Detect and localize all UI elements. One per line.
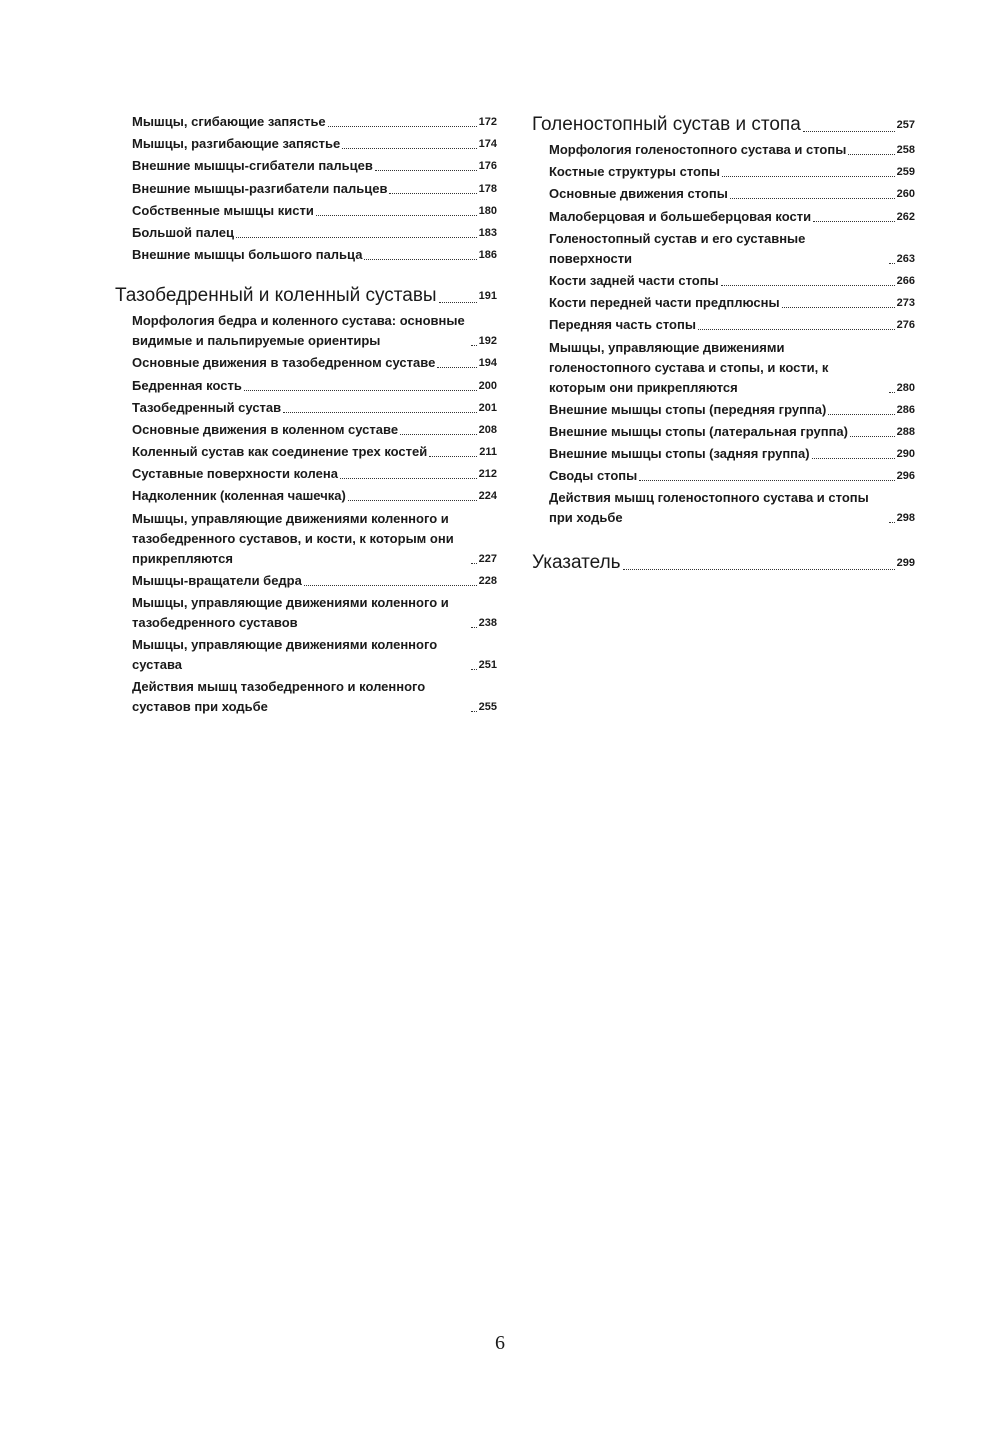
entry-title: Действия мышц тазобедренного и коленного суставов при ходьбе (132, 679, 426, 715)
entry-page: 194 (478, 357, 497, 370)
dot-leader (304, 585, 477, 586)
toc-entry[interactable] (532, 422, 915, 442)
toc-entry[interactable] (115, 464, 497, 484)
toc-section-heading[interactable] (532, 112, 915, 138)
toc-entry[interactable] (532, 140, 915, 160)
entry-page: 251 (478, 659, 497, 672)
entry-title: Голеностопный сустав и его суставные поверхности (549, 230, 806, 266)
dot-leader (471, 669, 477, 670)
toc-index-heading[interactable] (532, 550, 915, 576)
entry-title: Внешние мышцы большого пальца (132, 247, 363, 263)
toc-entry[interactable] (115, 509, 497, 569)
entry-page: 263 (896, 252, 915, 265)
dot-leader (439, 302, 477, 303)
entry-title: Суставные поверхности колена (132, 466, 338, 482)
entry-title: Большой палец (132, 224, 234, 240)
entry-page: 238 (478, 617, 497, 629)
entry-title: Основные движения в коленном суставе (132, 421, 399, 437)
toc-entry[interactable] (115, 223, 497, 243)
toc-entry[interactable] (115, 571, 497, 591)
entry-page: 288 (896, 425, 915, 438)
toc-entry[interactable] (532, 315, 915, 335)
toc-entry[interactable] (115, 156, 497, 176)
dot-leader (850, 436, 895, 437)
entry-title: Мышцы, сгибающие запястье (132, 114, 326, 129)
entry-title: Внешние мышцы-сгибатели пальцев (132, 158, 373, 174)
entry-page: 192 (478, 335, 497, 348)
toc-entry[interactable] (115, 376, 497, 396)
dot-leader (471, 563, 477, 564)
entry-page: 180 (478, 204, 497, 217)
entry-page: 186 (478, 249, 497, 262)
index-page: 299 (896, 557, 915, 570)
dot-leader (889, 263, 895, 264)
dot-leader (375, 170, 477, 171)
entry-page: 286 (896, 403, 915, 416)
entry-title: Морфология голеностопного сустава и стопы (549, 142, 847, 157)
entry-title: Тазобедренный сустав (132, 399, 282, 415)
entry-page: 201 (478, 401, 497, 414)
toc-entry[interactable] (115, 112, 497, 132)
toc-entry[interactable] (115, 593, 497, 633)
entry-title: Мышцы, управляющие движениями коленного и тазобедренного суставов (132, 595, 449, 630)
toc-section-entries (115, 311, 497, 717)
section-page: 191 (478, 290, 497, 303)
entry-page: 280 (896, 381, 915, 394)
dot-leader (782, 307, 895, 308)
entry-title: Мышцы, управляющие движениями коленного сустава (132, 637, 438, 673)
dot-leader (244, 390, 477, 391)
dot-leader (698, 329, 895, 330)
entry-title: Мышцы-вращатели бедра (132, 572, 302, 588)
entry-title: Действия мышц голеностопного сустава и стопы при ходьбе (549, 490, 869, 526)
toc-entry[interactable] (532, 207, 915, 227)
dot-leader (471, 345, 477, 346)
entry-title: Мышцы, управляющие движениями голеностопного сустава и стопы, и кости, к которым они прикрепляются (549, 339, 829, 395)
dot-leader (429, 456, 477, 457)
entry-page: 212 (478, 468, 497, 481)
toc-entry[interactable] (532, 444, 915, 464)
dot-leader (283, 412, 477, 413)
toc-entry[interactable] (532, 229, 915, 269)
entry-title: Кости задней части стопы (549, 272, 719, 288)
entry-title: Внешние мышцы стопы (передняя группа) (549, 401, 827, 417)
toc-entry[interactable] (115, 134, 497, 154)
entry-title: Внешние мышцы стопы (задняя группа) (549, 446, 810, 462)
toc-entry[interactable] (115, 677, 497, 717)
entry-page: 255 (478, 701, 497, 714)
section-page: 257 (896, 119, 915, 131)
dot-leader (813, 221, 895, 222)
dot-leader (889, 392, 895, 393)
toc-section-entries (532, 140, 915, 528)
entry-title: Кости передней части предплюсны (549, 295, 780, 311)
entry-page: 227 (478, 552, 497, 565)
entry-title: Основные движения в тазобедренном суставе (132, 355, 436, 371)
entry-page: 273 (896, 297, 915, 310)
section-title: Тазобедренный и коленный суставы (115, 285, 437, 307)
toc-entry[interactable] (532, 184, 915, 204)
entry-title: Своды стопы (549, 468, 638, 484)
dot-leader (848, 154, 894, 155)
toc-entry[interactable] (115, 442, 497, 462)
dot-leader (340, 478, 477, 479)
toc-entry[interactable] (532, 293, 915, 313)
entry-title: Костные структуры стопы (549, 164, 720, 180)
toc-entry[interactable] (115, 311, 497, 351)
toc-entries-continued (115, 112, 497, 265)
entry-title: Передняя часть стопы (549, 317, 696, 333)
dot-leader (437, 367, 476, 368)
entry-title: Мышцы, разгибающие запястье (132, 136, 341, 152)
entry-title: Основные движения стопы (549, 186, 728, 202)
toc-entry[interactable] (115, 353, 497, 373)
entry-title: Бедренная кость (132, 377, 242, 393)
toc-section-heading[interactable] (115, 283, 497, 309)
dot-leader (722, 176, 895, 177)
dot-leader (236, 237, 477, 238)
entry-page: 259 (896, 166, 915, 179)
entry-page: 211 (479, 446, 497, 459)
toc-entry[interactable] (115, 201, 497, 221)
dot-leader (342, 148, 476, 149)
dot-leader (639, 480, 894, 481)
toc-entry[interactable] (115, 420, 497, 440)
toc-entry[interactable] (115, 635, 497, 675)
toc-entry[interactable] (115, 398, 497, 418)
entry-page: 262 (896, 210, 915, 223)
entry-title: Коленный сустав как соединение трех костей (132, 444, 428, 460)
dot-leader (316, 215, 477, 216)
toc-entry[interactable] (115, 179, 497, 199)
dot-leader (348, 500, 477, 501)
entry-page: 176 (478, 160, 497, 173)
toc-right-column (532, 112, 915, 578)
dot-leader (889, 522, 895, 523)
entry-title: Внешние мышцы стопы (латеральная группа) (549, 423, 848, 439)
entry-title: Собственные мышцы кисти (132, 202, 314, 218)
entry-page: 228 (478, 574, 497, 587)
entry-title: Внешние мышцы-разгибатели пальцев (132, 180, 388, 196)
entry-title: Малоберцовая и большеберцовая кости (549, 208, 812, 224)
dot-leader (623, 569, 895, 570)
dot-leader (730, 198, 895, 199)
entry-title: Морфология бедра и коленного сустава: основные видимые и пальпируемые ориентиры (132, 313, 465, 349)
section-title: Голеностопный сустав и стопа (532, 114, 801, 135)
toc-left-column (115, 112, 497, 720)
entry-page: 183 (478, 226, 497, 239)
toc-entry[interactable] (532, 271, 915, 291)
dot-leader (471, 627, 477, 628)
entry-page: 296 (896, 470, 915, 483)
toc-entry[interactable] (532, 338, 915, 398)
dot-leader (721, 285, 895, 286)
toc-entry[interactable] (532, 400, 915, 420)
entry-page: 174 (478, 138, 497, 151)
entry-page: 266 (896, 274, 915, 287)
dot-leader (364, 259, 476, 260)
toc-entry[interactable] (532, 162, 915, 182)
entry-title: Мышцы, управляющие движениями коленного и тазобедренного суставов, и кости, к которым они прикрепляются (132, 510, 454, 566)
dot-leader (400, 434, 477, 435)
dot-leader (828, 414, 894, 415)
entry-page: 224 (478, 490, 497, 503)
entry-page: 172 (478, 116, 497, 128)
entry-page: 276 (896, 319, 915, 332)
entry-page: 208 (478, 423, 497, 436)
entry-page: 260 (896, 188, 915, 201)
entry-page: 258 (896, 144, 915, 156)
dot-leader (471, 711, 477, 712)
index-title: Указатель (532, 552, 621, 574)
entry-title: Надколенник (коленная чашечка) (132, 488, 346, 504)
dot-leader (328, 126, 477, 127)
toc-entry[interactable] (532, 466, 915, 486)
toc-entry[interactable] (115, 486, 497, 506)
entry-page: 290 (896, 448, 915, 461)
entry-page: 178 (478, 182, 497, 195)
toc-entry[interactable] (532, 488, 915, 528)
entry-page: 200 (478, 379, 497, 392)
page-number: 6 (495, 1332, 505, 1354)
dot-leader (389, 193, 476, 194)
toc-entry[interactable] (115, 245, 497, 265)
entry-page: 298 (896, 512, 915, 525)
dot-leader (803, 131, 895, 132)
dot-leader (812, 458, 895, 459)
